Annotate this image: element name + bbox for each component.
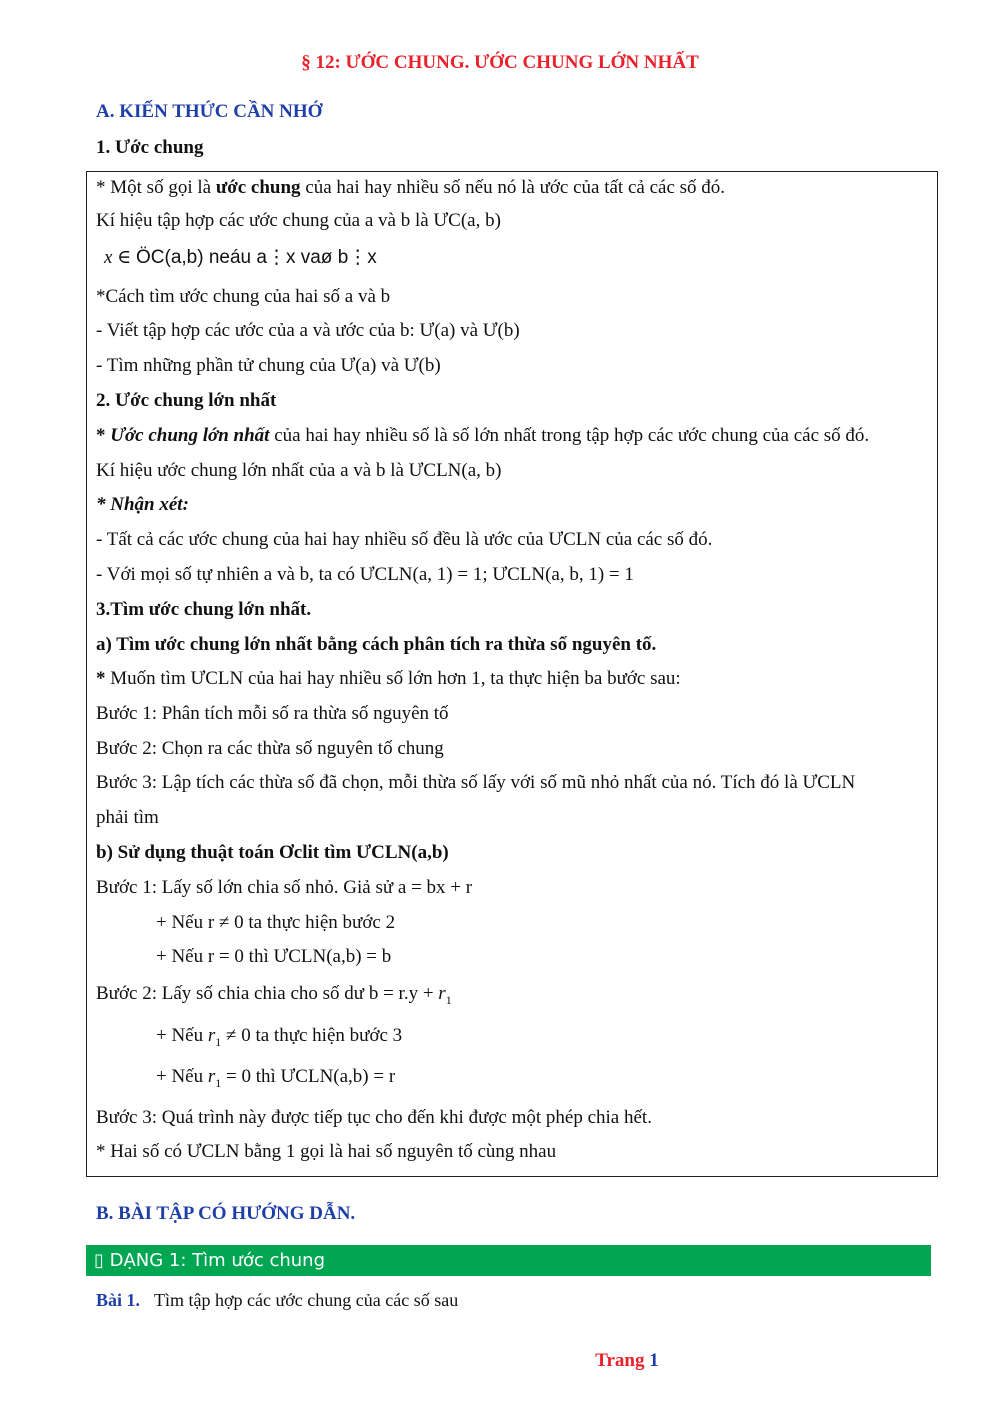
euclid-step-2: Bước 2: Lấy số chia chia cho số dư $b = r.y + r_1$ [96, 983, 452, 1007]
euclid-step-2-case-1: + Nếu $r_1 \ne 0$ ta thực hiện bước 3 [156, 1025, 403, 1049]
euclid-step-1-case-2: + Nếu r = 0 thì ƯCLN(a,b) = b [156, 946, 392, 967]
method-b-heading: b) Sử dụng thuật toán Ơclit tìm ƯCLN(a,b) [96, 842, 449, 863]
page-title: § 12: ƯỚC CHUNG. ƯỚC CHUNG LỚN NHẤT [301, 52, 699, 73]
euclid-step-2-case-2: + Nếu $r_1 = 0$ thì ƯCLN(a,b) = r [156, 1066, 396, 1090]
heading-uoc-chung: 1. Ước chung [96, 137, 204, 158]
notation-uocln: Kí hiệu ước chung lớn nhất của a và b là ƯCLN(a, b) [96, 460, 502, 481]
section-b-heading: B. BÀI TẬP CÓ HƯỚNG DẪN. [96, 1203, 356, 1224]
method-a-intro: * Muốn tìm ƯCLN của hai hay nhiều số lớn hơn 1, ta thực hiện ba bước sau: [96, 668, 681, 689]
heading-uocln: 2. Ước chung lớn nhất [96, 390, 277, 411]
method-heading: *Cách tìm ước chung của hai số a và b [96, 286, 391, 307]
method-a-step-2: Bước 2: Chọn ra các thừa số nguyên tố chung [96, 738, 444, 759]
definition-common-divisor: * Một số gọi là ước chung của hai hay nhiều số nếu nó là ước của tất cả các số đó. [96, 177, 726, 198]
page-footer [0, 1350, 1000, 1372]
remark-heading: * Nhận xét: [96, 494, 189, 515]
method-step-2: - Tìm những phần tử chung của Ư(a) và Ư(b) [96, 355, 441, 376]
method-step-1: - Viết tập hợp các ước của a và ước của b: Ư(a) và Ư(b) [96, 320, 520, 341]
euclid-step-1-case-1: + Nếu r ≠ 0 ta thực hiện bước 2 [156, 912, 396, 933]
coprime-note: * Hai số có ƯCLN bằng 1 gọi là hai số nguyên tố cùng nhau [96, 1141, 557, 1162]
heading-find-gcd: 3.Tìm ước chung lớn nhất. [96, 599, 312, 620]
euclid-step-3: Bước 3: Quá trình này được tiếp tục cho đến khi được một phép chia hết. [96, 1107, 652, 1128]
remark-1: - Tất cả các ước chung của hai hay nhiều số đều là ước của ƯCLN của các số đó. [96, 529, 713, 550]
notation-uc: Kí hiệu tập hợp các ước chung của a và b là ƯC(a, b) [96, 210, 501, 231]
dang-1-banner: ▯ DẠNG 1: Tìm ước chung [86, 1245, 931, 1276]
euclid-step-1: Bước 1: Lấy số lớn chia số nhỏ. Giả sử a = bx + r [96, 877, 473, 898]
section-a-heading: A. KIẾN THỨC CẦN NHỚ [96, 101, 323, 122]
exercise-1-label: Bài 1. [96, 1290, 141, 1310]
method-a-step-3-cont: phải tìm [96, 807, 159, 828]
remark-2: - Với mọi số tự nhiên a và b, ta có ƯCLN(a, 1) = 1; ƯCLN(a, b, 1) = 1 [96, 564, 634, 585]
exercise-1-text: Tìm tập hợp các ước chung của các số sau [154, 1290, 459, 1310]
method-a-step-3: Bước 3: Lập tích các thừa số đã chọn, mỗi thừa số lấy với số mũ nhỏ nhất của nó. Tích đó là ƯCLN [96, 772, 856, 793]
footer-word: Trang [595, 1350, 645, 1371]
page-number: 1 [649, 1350, 659, 1371]
membership-formula: x ∈ ÖC(a,b) neáu a⋮x vaø b⋮x [104, 247, 377, 268]
method-a-step-1: Bước 1: Phân tích mỗi số ra thừa số nguyên tố [96, 703, 449, 724]
exercise-1 [96, 1290, 458, 1311]
method-a-heading: a) Tìm ước chung lớn nhất bằng cách phân tích ra thừa số nguyên tố. [96, 634, 657, 655]
definition-gcd: * Ước chung lớn nhất của hai hay nhiều số là số lớn nhất trong tập hợp các ước chung của các số đó. [96, 425, 870, 446]
